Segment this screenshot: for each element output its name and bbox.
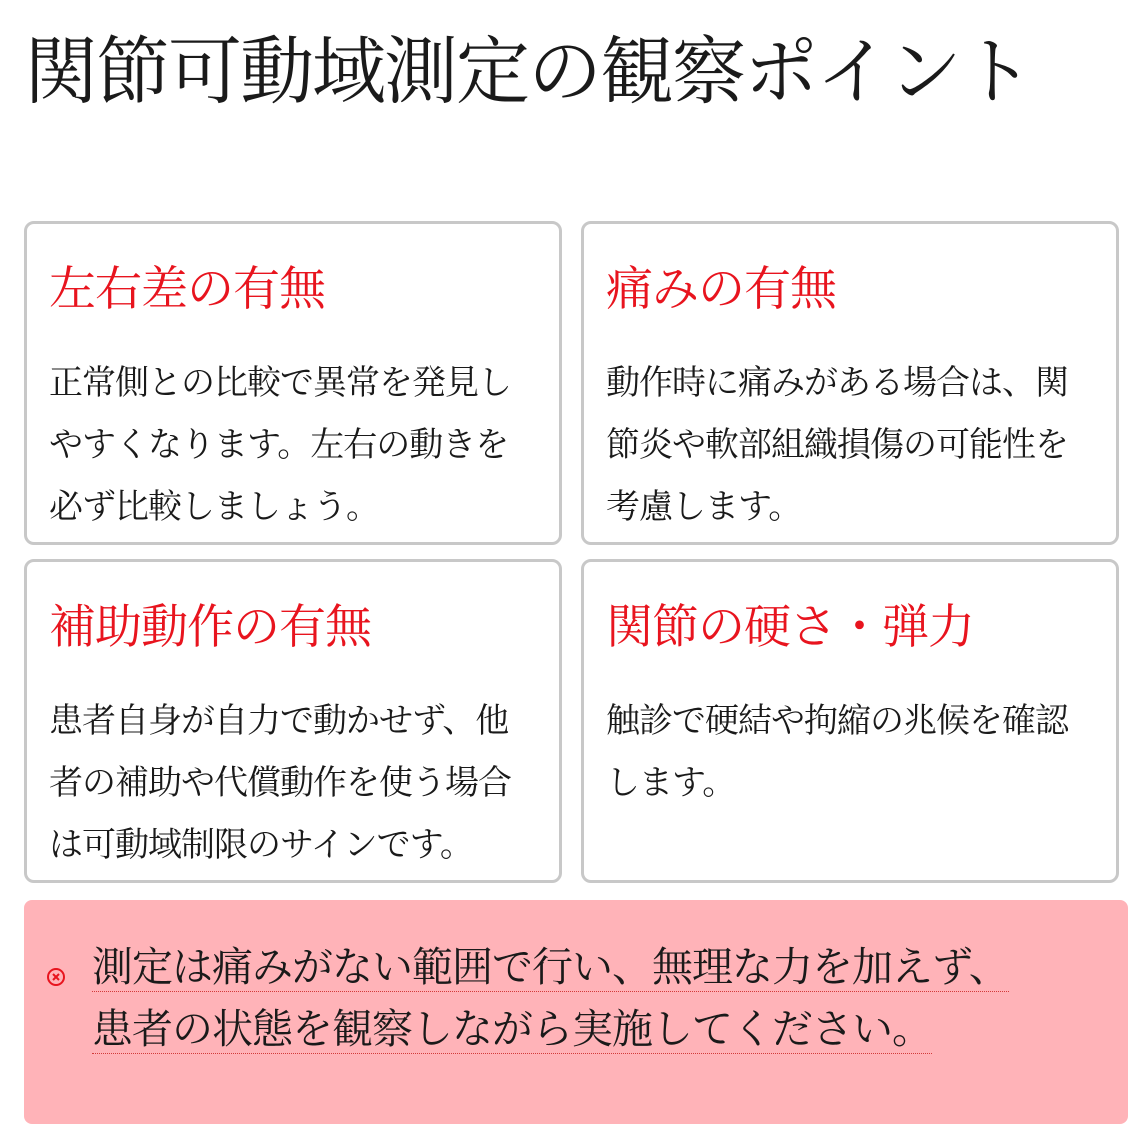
caution-notice (24, 900, 1128, 1124)
card-title: 関節の硬さ・弾力 (606, 600, 974, 655)
card-pain (581, 221, 1119, 545)
card-text: 患者自身が自力で動かせず、他者の補助や代償動作を使う場合は可動域制限のサインです。 (49, 701, 511, 865)
card-text: 動作時に痛みがある場合は、関節炎や軟部組織損傷の可能性を考慮します。 (606, 363, 1068, 527)
x-circle-icon (46, 967, 66, 987)
card-title: 痛みの有無 (606, 262, 836, 317)
card-text: 正常側との比較で異常を発見しやすくなります。左右の動きを必ず比較しましょう。 (49, 363, 511, 527)
card-title: 左右差の有無 (49, 262, 325, 317)
card-text: 触診で硬結や拘縮の兆候を確認します。 (606, 701, 1068, 803)
card-assisted-movement (24, 559, 562, 883)
card-joint-stiffness (581, 559, 1119, 883)
notice-line: 患者の状態を観察しながら実施してください。 (92, 1005, 932, 1053)
card-left-right-difference (24, 221, 562, 545)
card-title: 補助動作の有無 (49, 600, 371, 655)
notice-text (92, 936, 1009, 1060)
page-title: 関節可動域測定の観察ポイント (24, 29, 1032, 115)
notice-line: 測定は痛みがない範囲で行い、無理な力を加えず、 (92, 943, 1009, 991)
